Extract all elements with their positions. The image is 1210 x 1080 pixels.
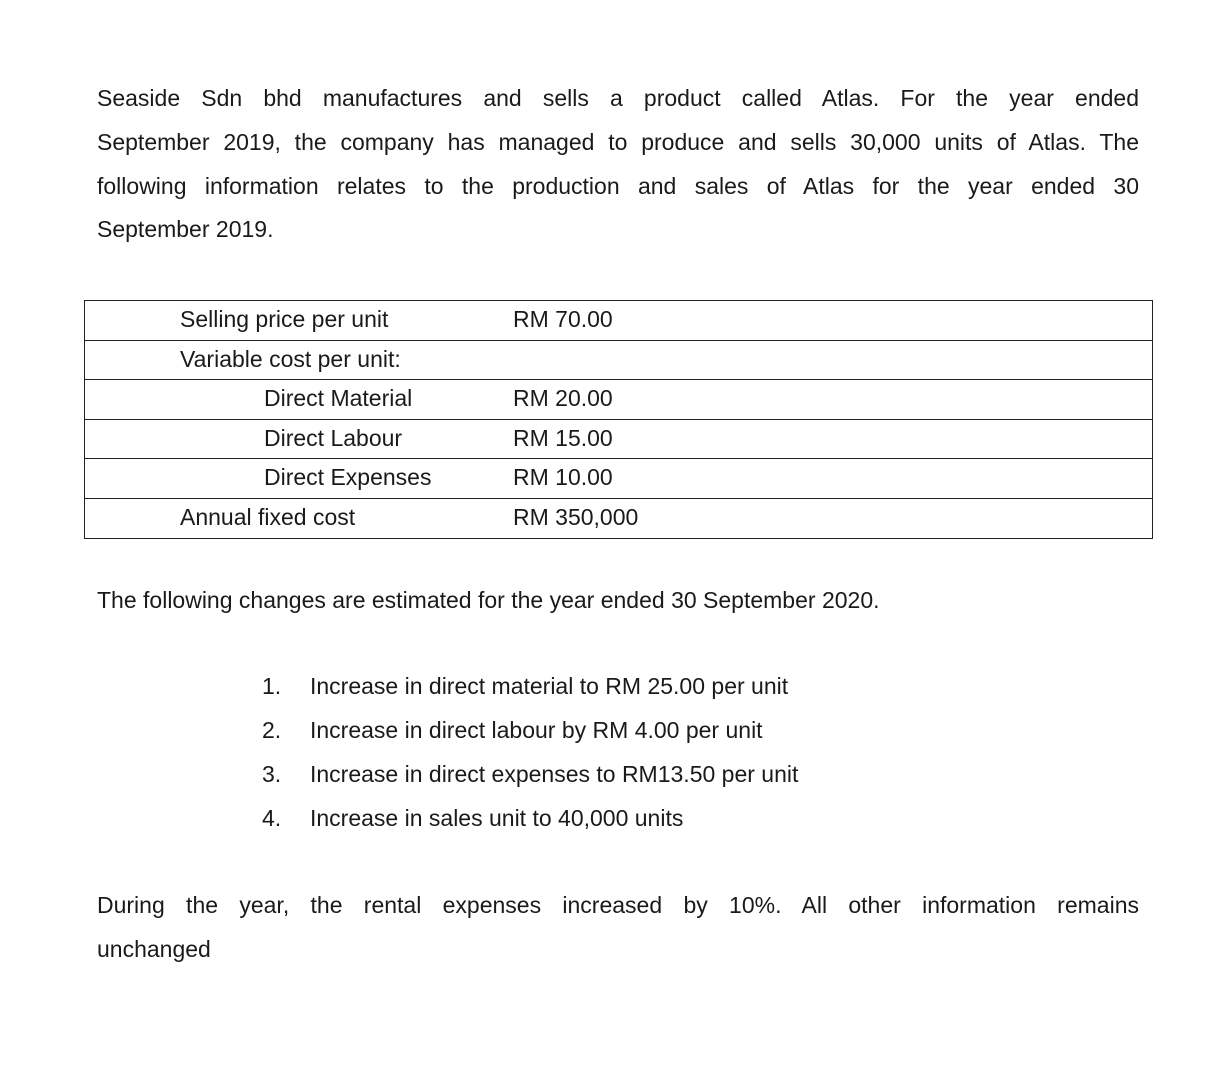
table-row <box>85 380 1152 420</box>
intro-line-2: September 2019, the company has managed to produce and sells 30,000 units of Atlas. The <box>97 129 1139 155</box>
row-value: RM 10.00 <box>513 464 613 490</box>
list-text: Increase in direct material to RM 25.00 per unit <box>310 673 789 699</box>
row-label: Direct Labour <box>264 424 403 451</box>
list-item <box>262 760 798 788</box>
closing-line-1: During the year, the rental expenses increased by 10%. All other information remains <box>97 892 1139 918</box>
row-label: Direct Material <box>264 385 413 411</box>
row-value: RM 15.00 <box>513 424 613 451</box>
list-number: 1. <box>262 673 282 699</box>
row-value: RM 70.00 <box>513 306 613 332</box>
list-text: Increase in direct expenses to RM13.50 per unit <box>310 761 799 787</box>
changes-heading: The following changes are estimated for the year ended 30 September 2020. <box>97 587 880 613</box>
row-label: Variable cost per unit: <box>180 345 401 372</box>
row-value: RM 20.00 <box>513 385 613 411</box>
list-item <box>262 716 763 744</box>
intro-line-4: September 2019. <box>97 216 274 242</box>
list-item <box>262 804 683 832</box>
closing-line-2: unchanged <box>97 936 211 962</box>
table-row <box>85 341 1152 381</box>
list-number: 2. <box>262 717 282 743</box>
table-row <box>85 499 1152 539</box>
list-text: Increase in direct labour by RM 4.00 per unit <box>310 717 763 743</box>
intro-line-3: following information relates to the production and sales of Atlas for the year ended 30 <box>97 173 1139 199</box>
row-label: Selling price per unit <box>180 306 389 332</box>
table-row <box>85 459 1152 499</box>
table-row <box>85 301 1152 341</box>
row-label: Direct Expenses <box>264 464 432 490</box>
row-label: Annual fixed cost <box>180 503 356 530</box>
table-row <box>85 420 1152 460</box>
row-value: RM 350,000 <box>513 503 639 530</box>
list-text: Increase in sales unit to 40,000 units <box>310 805 684 831</box>
intro-line-1: Seaside Sdn bhd manufactures and sells a product called Atlas. For the year ended <box>97 85 1139 111</box>
list-number: 3. <box>262 761 282 787</box>
cost-info-table <box>84 300 1153 539</box>
list-item <box>262 672 788 700</box>
list-number: 4. <box>262 805 282 831</box>
